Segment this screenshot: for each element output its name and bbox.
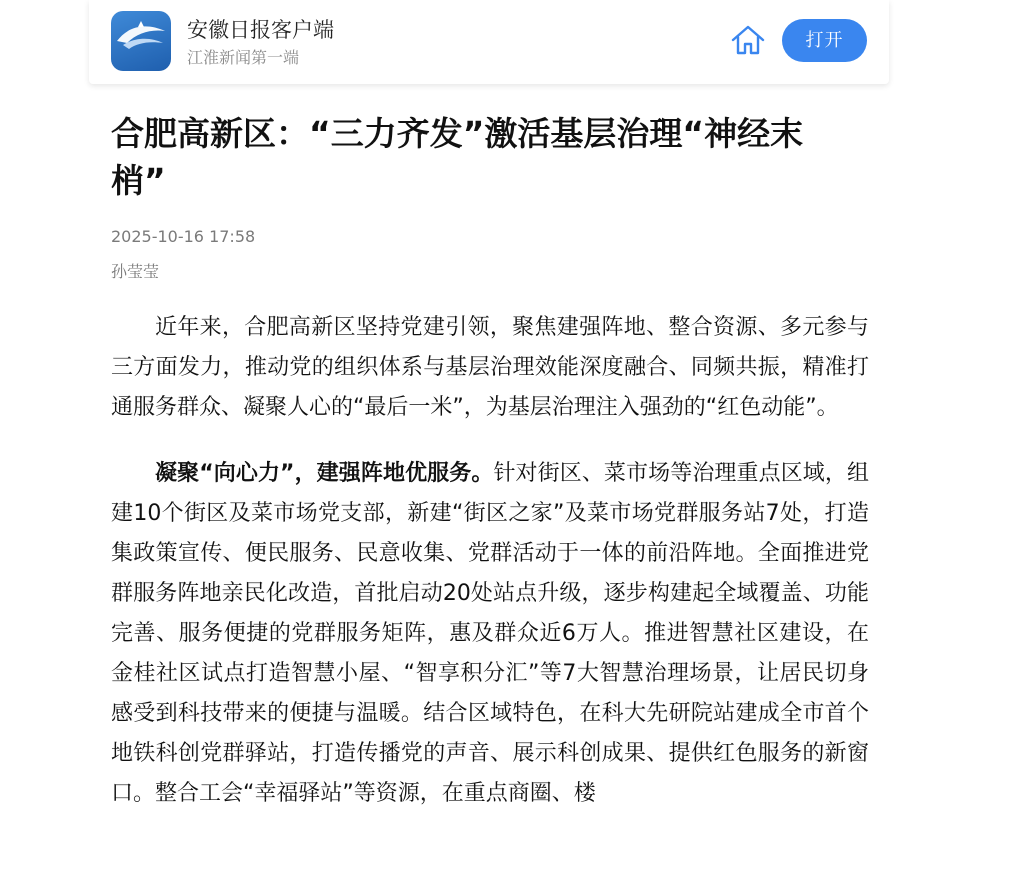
app-slogan: 江淮新闻第一端 (187, 48, 300, 67)
open-app-button[interactable]: 打开 (782, 19, 867, 62)
app-download-banner (89, 0, 889, 84)
app-name: 安徽日报客户端 (187, 18, 334, 42)
app-logo-graphic (111, 11, 171, 71)
publish-date: 2025-10-16 17:58 (111, 227, 256, 246)
article-paragraph (111, 454, 869, 814)
paragraph-body: 针对街区、菜市场等治理重点区域，组建10个街区及菜市场党支部，新建“街区之家”及菜市场党群服务站7处，打造集政策宣传、便民服务、民意收集、党群活动于一体的前沿阵地。全面推进党群服务阵地亲民化改造，首批启动20处站点升级，逐步构建起全域覆盖、功能完善、服务便捷的党群服务矩阵，惠及群众近6万人。推进智慧社区建设，在金桂社区试点打造智慧小屋、“智享积分汇”等7大智慧治理场景，让居民切身感受到科技带来的便捷与温暖。结合区域特色，在科大先研院站建成全市首个地铁科创党群驿站，打造传播党的声音、展示科创成果、提供红色服务的新窗口。整合工会“幸福驿站”等资源，在重点商圈、楼 (111, 461, 869, 806)
article (111, 110, 871, 814)
article-paragraph: 近年来，合肥高新区坚持党建引领，聚焦建强阵地、整合资源、多元参与三方面发力，推动党的组织体系与基层治理效能深度融合、同频共振，精准打通服务群众、凝聚人心的“最后一米”，为基层治理注入强劲的“红色动能”。 (111, 315, 869, 420)
article-author: 孙莹莹 (111, 262, 160, 281)
app-logo[interactable] (111, 11, 171, 71)
paragraph-heading: 凝聚“向心力”，建强阵地优服务。 (155, 461, 494, 486)
article-title: 合肥高新区：“三力齐发”激活基层治理“神经末梢” (111, 114, 804, 200)
home-icon[interactable] (729, 21, 767, 59)
